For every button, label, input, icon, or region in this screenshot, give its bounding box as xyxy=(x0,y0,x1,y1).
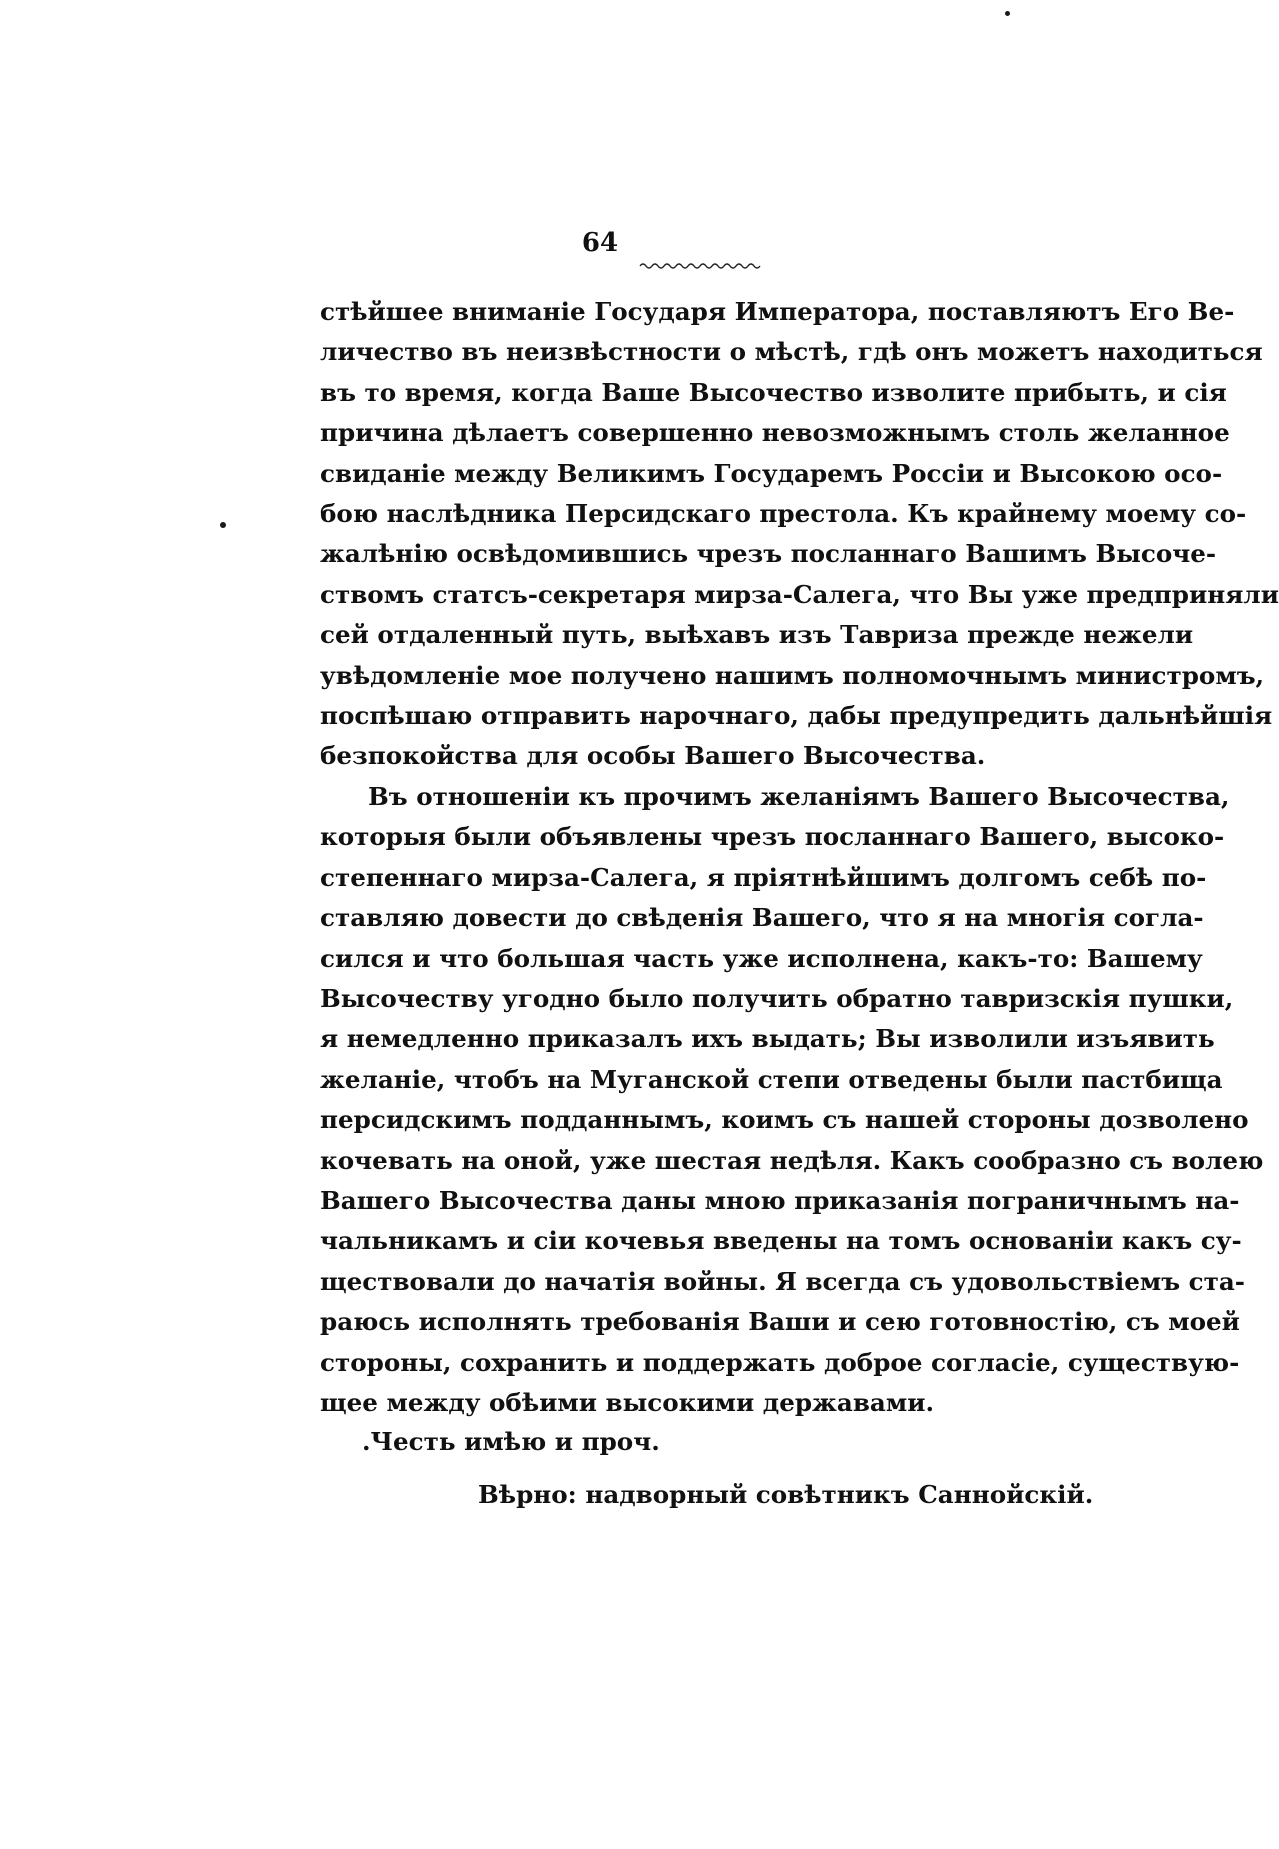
text-line: свиданіе между Великимъ Государемъ Россіи и Высокою осо- xyxy=(320,458,1223,488)
text-line: безпокойства для особы Вашего Высочества. xyxy=(320,741,986,771)
body-text xyxy=(320,292,1279,1423)
signature-line: Вѣрно: надворный совѣтникъ Саннойскій. xyxy=(478,1480,1094,1509)
text-line: поспѣшаю отправить нарочнаго, дабы предупредить дальнѣйшія xyxy=(320,701,1273,731)
speck-mark xyxy=(1005,11,1010,16)
text-line: которыя были объявлены чрезъ посланнаго Вашего, высоко- xyxy=(320,822,1225,852)
page-number: 64 xyxy=(581,228,619,258)
text-line: ствомъ статсъ-секретаря мирза-Салега, что Вы уже предприняли xyxy=(320,579,1279,609)
text-line: раюсь исполнять требованія Ваши и сею готовностію, съ моей xyxy=(320,1307,1240,1337)
text-line: я немедленно приказалъ ихъ выдать; Вы изволили изъявить xyxy=(320,1024,1215,1054)
speck-mark xyxy=(220,522,226,528)
text-line: ставляю довести до свѣденія Вашего, что я на многія согла- xyxy=(320,903,1204,933)
paragraph-2 xyxy=(320,777,1264,1424)
text-line: Въ отношеніи къ прочимъ желаніямъ Вашего Высочества, xyxy=(368,781,1230,811)
text-line: кочевать на оной, уже шестая недѣля. Какъ сообразно съ волею xyxy=(320,1145,1264,1175)
text-line: Вашего Высочества даны мною приказанія пограничнымъ на- xyxy=(320,1185,1240,1215)
text-line: стѣйшее вниманіе Государя Императора, поставляютъ Его Ве- xyxy=(320,297,1235,326)
text-line: Высочеству угодно было получить обратно тавризскія пушки, xyxy=(320,983,1234,1013)
text-line: причина дѣлаетъ совершенно невозможнымъ столь желанное xyxy=(320,418,1230,448)
text-line: личество въ неизвѣстности о мѣстѣ, гдѣ онъ можетъ находиться xyxy=(320,337,1263,367)
text-line: стороны, сохранить и поддержать доброе согласіе, существую- xyxy=(320,1347,1240,1377)
paragraph-1 xyxy=(320,292,1279,777)
text-line: бою наслѣдника Персидскаго престола. Къ крайнему моему со- xyxy=(320,499,1247,529)
text-line: щее между обѣими высокими державами. xyxy=(320,1387,935,1417)
text-line: ществовали до начатія войны. Я всегда съ удовольствіемъ ста- xyxy=(320,1266,1246,1296)
closing-formula: .Честь имѣю и проч. xyxy=(362,1427,660,1456)
text-line: желаніе, чтобъ на Муганской степи отведены были пастбища xyxy=(320,1064,1223,1094)
text-line: сей отдаленный путь, выѣхавъ изъ Тавриза прежде нежели xyxy=(320,620,1194,650)
text-line: степеннаго мирза-Салега, я пріятнѣйшимъ долгомъ себѣ по- xyxy=(320,862,1207,892)
text-line: сился и что большая часть уже исполнена, какъ-то: Вашему xyxy=(320,943,1203,973)
text-line: жалѣнію освѣдомившись чрезъ посланнаго Вашимъ Высоче- xyxy=(320,539,1217,569)
text-line: увѣдомленіе мое получено нашимъ полномочнымъ министромъ, xyxy=(320,660,1265,690)
text-line: чальникамъ и сіи кочевья введены на томъ основаніи какъ су- xyxy=(320,1226,1242,1256)
text-line: въ то время, когда Ваше Высочество изволите прибыть, и сія xyxy=(320,377,1227,407)
page-number-ornament xyxy=(640,262,760,270)
text-line: персидскимъ подданнымъ, коимъ съ нашей стороны дозволено xyxy=(320,1105,1249,1135)
